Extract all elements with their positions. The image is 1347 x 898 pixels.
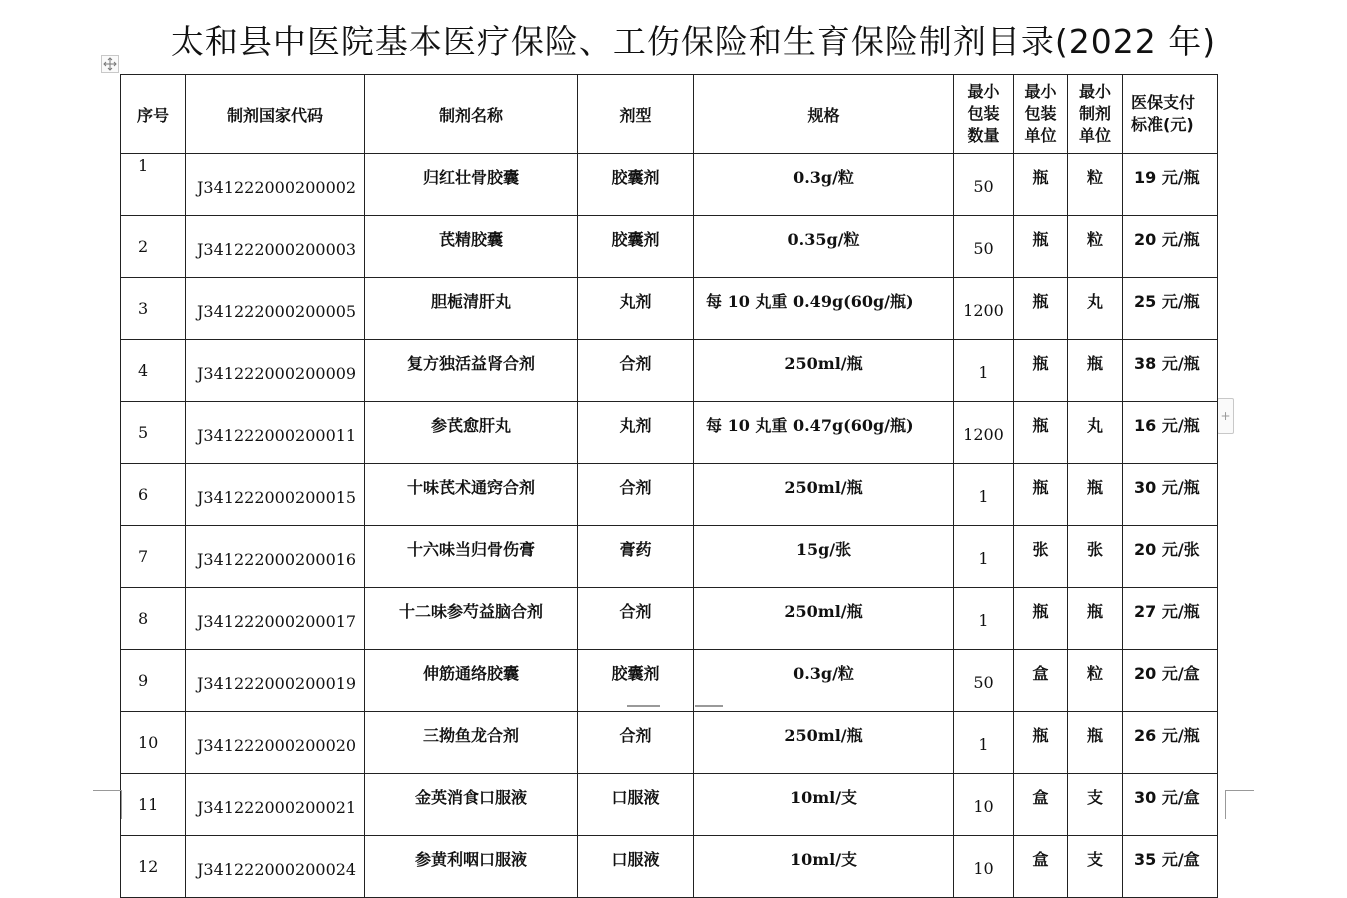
cell-form: 合剂 xyxy=(578,340,694,402)
cell-qty: 1 xyxy=(954,588,1014,650)
cell-form: 丸剂 xyxy=(578,278,694,340)
cell-code: J341222000200017 xyxy=(186,588,365,650)
cell-unit: 张 xyxy=(1014,526,1068,588)
cell-name: 十六味当归骨伤膏 xyxy=(365,526,578,588)
cell-index: 11 xyxy=(121,774,186,836)
page-title: 太和县中医院基本医疗保险、工伤保险和生育保险制剂目录(2022 年) xyxy=(170,22,1217,61)
cell-dose-unit: 支 xyxy=(1068,836,1123,898)
cell-index: 7 xyxy=(121,526,186,588)
cell-dose-unit: 丸 xyxy=(1068,278,1123,340)
header-line: 单位 xyxy=(1024,126,1057,145)
cell-dose-unit: 瓶 xyxy=(1068,712,1123,774)
cell-code: J341222000200019 xyxy=(186,650,365,712)
header-line: 包装 xyxy=(1024,104,1057,123)
header-line: 最小 xyxy=(967,82,1000,101)
cell-index: 4 xyxy=(121,340,186,402)
cell-code: J341222000200009 xyxy=(186,340,365,402)
cell-price: 26 元/瓶 xyxy=(1123,712,1218,774)
table-row xyxy=(121,774,1218,836)
cell-qty: 1 xyxy=(954,340,1014,402)
cell-price: 16 元/瓶 xyxy=(1123,402,1218,464)
cell-form: 胶囊剂 xyxy=(578,650,694,712)
header-min-pack-qty xyxy=(954,75,1014,154)
cell-form: 合剂 xyxy=(578,588,694,650)
cell-index: 2 xyxy=(121,216,186,278)
cell-dose-unit: 支 xyxy=(1068,774,1123,836)
cell-dose-unit: 丸 xyxy=(1068,402,1123,464)
cell-code: J341222000200015 xyxy=(186,464,365,526)
cell-qty: 50 xyxy=(954,216,1014,278)
cell-form: 丸剂 xyxy=(578,402,694,464)
cell-form: 合剂 xyxy=(578,464,694,526)
header-form: 剂型 xyxy=(578,75,694,154)
cell-unit: 盒 xyxy=(1014,650,1068,712)
cell-spec: 0.3g/粒 xyxy=(694,650,954,712)
scan-smudge xyxy=(695,705,723,707)
cell-code: J341222000200020 xyxy=(186,712,365,774)
header-line: 医保支付 xyxy=(1131,93,1196,112)
add-column-button[interactable]: + xyxy=(1217,398,1234,434)
cell-name: 三拗鱼龙合剂 xyxy=(365,712,578,774)
cell-spec: 15g/张 xyxy=(694,526,954,588)
four-way-move-icon xyxy=(102,56,118,72)
cell-spec: 每 10 丸重 0.49g(60g/瓶) xyxy=(694,278,954,340)
cell-dose-unit: 瓶 xyxy=(1068,588,1123,650)
cell-unit: 瓶 xyxy=(1014,340,1068,402)
preparation-catalog-table xyxy=(120,74,1218,898)
cell-index: 1 xyxy=(121,154,186,216)
cell-form: 胶囊剂 xyxy=(578,154,694,216)
page-corner-mark xyxy=(93,790,122,819)
cell-form: 合剂 xyxy=(578,712,694,774)
cell-price: 25 元/瓶 xyxy=(1123,278,1218,340)
cell-spec: 10ml/支 xyxy=(694,836,954,898)
cell-code: J341222000200024 xyxy=(186,836,365,898)
cell-price: 20 元/张 xyxy=(1123,526,1218,588)
table-row xyxy=(121,650,1218,712)
cell-code: J341222000200002 xyxy=(186,154,365,216)
cell-code: J341222000200005 xyxy=(186,278,365,340)
cell-qty: 1 xyxy=(954,712,1014,774)
cell-name: 金英消食口服液 xyxy=(365,774,578,836)
cell-price: 30 元/瓶 xyxy=(1123,464,1218,526)
table-row xyxy=(121,712,1218,774)
header-line: 最小 xyxy=(1024,82,1057,101)
cell-index: 9 xyxy=(121,650,186,712)
cell-index: 10 xyxy=(121,712,186,774)
cell-qty: 10 xyxy=(954,836,1014,898)
table-row xyxy=(121,464,1218,526)
cell-qty: 50 xyxy=(954,650,1014,712)
cell-price: 30 元/盒 xyxy=(1123,774,1218,836)
cell-unit: 瓶 xyxy=(1014,402,1068,464)
cell-price: 38 元/瓶 xyxy=(1123,340,1218,402)
cell-spec: 每 10 丸重 0.47g(60g/瓶) xyxy=(694,402,954,464)
header-line: 包装 xyxy=(967,104,1000,123)
cell-form: 膏药 xyxy=(578,526,694,588)
header-name: 制剂名称 xyxy=(365,75,578,154)
cell-name: 归红壮骨胶囊 xyxy=(365,154,578,216)
cell-code: J341222000200003 xyxy=(186,216,365,278)
table-row xyxy=(121,216,1218,278)
cell-unit: 瓶 xyxy=(1014,588,1068,650)
cell-qty: 50 xyxy=(954,154,1014,216)
cell-form: 口服液 xyxy=(578,774,694,836)
cell-form: 口服液 xyxy=(578,836,694,898)
cell-name: 伸筋通络胶囊 xyxy=(365,650,578,712)
table-row xyxy=(121,340,1218,402)
cell-dose-unit: 瓶 xyxy=(1068,340,1123,402)
cell-unit: 瓶 xyxy=(1014,154,1068,216)
header-line: 制剂 xyxy=(1078,104,1111,123)
page-corner-mark xyxy=(1225,790,1254,819)
table-header-row xyxy=(121,75,1218,154)
cell-unit: 盒 xyxy=(1014,774,1068,836)
cell-price: 19 元/瓶 xyxy=(1123,154,1218,216)
table-row xyxy=(121,154,1218,216)
cell-unit: 瓶 xyxy=(1014,712,1068,774)
cell-qty: 10 xyxy=(954,774,1014,836)
header-line: 单位 xyxy=(1078,126,1111,145)
table-row xyxy=(121,402,1218,464)
cell-dose-unit: 粒 xyxy=(1068,154,1123,216)
table-move-handle[interactable] xyxy=(101,55,119,73)
cell-index: 5 xyxy=(121,402,186,464)
cell-spec: 250ml/瓶 xyxy=(694,464,954,526)
cell-price: 27 元/瓶 xyxy=(1123,588,1218,650)
cell-qty: 1 xyxy=(954,464,1014,526)
cell-dose-unit: 粒 xyxy=(1068,216,1123,278)
cell-price: 20 元/瓶 xyxy=(1123,216,1218,278)
cell-name: 芪精胶囊 xyxy=(365,216,578,278)
cell-form: 胶囊剂 xyxy=(578,216,694,278)
cell-dose-unit: 张 xyxy=(1068,526,1123,588)
cell-code: J341222000200021 xyxy=(186,774,365,836)
table-row xyxy=(121,588,1218,650)
cell-dose-unit: 粒 xyxy=(1068,650,1123,712)
header-index: 序号 xyxy=(121,75,186,154)
cell-spec: 0.35g/粒 xyxy=(694,216,954,278)
cell-code: J341222000200011 xyxy=(186,402,365,464)
cell-qty: 1200 xyxy=(954,278,1014,340)
cell-spec: 250ml/瓶 xyxy=(694,340,954,402)
cell-index: 3 xyxy=(121,278,186,340)
table-row xyxy=(121,836,1218,898)
cell-spec: 250ml/瓶 xyxy=(694,712,954,774)
cell-name: 十二味参芍益脑合剂 xyxy=(365,588,578,650)
cell-index: 12 xyxy=(121,836,186,898)
cell-code: J341222000200016 xyxy=(186,526,365,588)
cell-name: 胆栀清肝丸 xyxy=(365,278,578,340)
cell-index: 8 xyxy=(121,588,186,650)
cell-spec: 10ml/支 xyxy=(694,774,954,836)
cell-price: 35 元/盒 xyxy=(1123,836,1218,898)
cell-name: 参黄利咽口服液 xyxy=(365,836,578,898)
header-min-dose-unit xyxy=(1068,75,1123,154)
table-row xyxy=(121,278,1218,340)
cell-unit: 盒 xyxy=(1014,836,1068,898)
table-row xyxy=(121,526,1218,588)
header-code: 制剂国家代码 xyxy=(186,75,365,154)
cell-unit: 瓶 xyxy=(1014,278,1068,340)
cell-price: 20 元/盒 xyxy=(1123,650,1218,712)
cell-dose-unit: 瓶 xyxy=(1068,464,1123,526)
cell-unit: 瓶 xyxy=(1014,464,1068,526)
cell-name: 十味芪术通窍合剂 xyxy=(365,464,578,526)
cell-qty: 1 xyxy=(954,526,1014,588)
header-spec: 规格 xyxy=(694,75,954,154)
header-line: 标准(元) xyxy=(1131,115,1194,134)
cell-index: 6 xyxy=(121,464,186,526)
scan-smudge xyxy=(627,705,660,707)
cell-qty: 1200 xyxy=(954,402,1014,464)
cell-unit: 瓶 xyxy=(1014,216,1068,278)
cell-spec: 0.3g/粒 xyxy=(694,154,954,216)
cell-name: 复方独活益肾合剂 xyxy=(365,340,578,402)
header-line: 数量 xyxy=(967,126,1000,145)
cell-spec: 250ml/瓶 xyxy=(694,588,954,650)
header-min-pack-unit xyxy=(1014,75,1068,154)
cell-name: 参芪愈肝丸 xyxy=(365,402,578,464)
header-line: 最小 xyxy=(1078,82,1111,101)
header-price-standard xyxy=(1123,75,1218,154)
